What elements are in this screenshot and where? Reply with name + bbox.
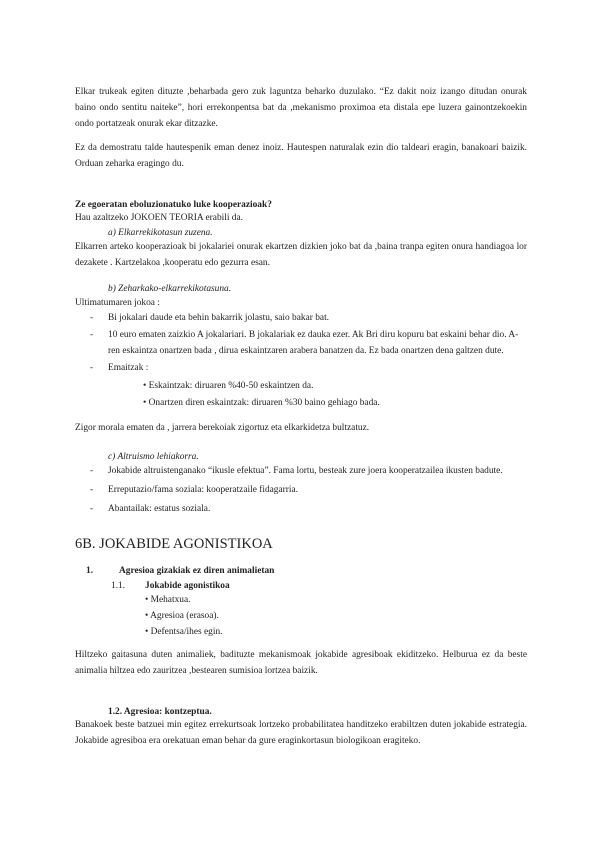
paragraph-moral-punishment: Zigor morala ematen da , jarrera berekoiak zigortuz eta elkarkidetza bultzatuz.	[75, 423, 370, 433]
section-title: 6B. JOKABIDE AGONISTIKOA	[75, 536, 273, 552]
list-item: • Eskaintzak: diruaren %40-50 eskaintzen da.	[143, 381, 314, 391]
section-1-title: Agresioa gizakiak ez diren animalietan	[119, 566, 275, 576]
list-item: • Onartzen diren eskaintzak: diruaren %30 baino gehiago bada.	[143, 398, 380, 408]
list-item: • Defentsa/ihes egin.	[145, 627, 223, 637]
subheading-b: b) Zeharkako-elkarrekikotasuna.	[108, 284, 232, 294]
paragraph-group-selection: Ez da demostratu talde hautespenik eman denez inoiz. Hautespen naturalak ezin dio taldeari eragin, banakoari baizik. Orduan zeharka eragingo du.	[75, 143, 527, 169]
subheading-c: c) Altruismo lehiakorra.	[108, 452, 199, 462]
list-item: - Emaitzak :	[90, 363, 149, 373]
section-1-1-number: 1.1.	[111, 581, 126, 591]
section-1-2-title: 1.2. Agresioa: kontzeptua.	[108, 707, 212, 717]
list-item: • Agresioa (erasoa).	[145, 611, 219, 621]
list-item: - 10 euro ematen zaizkio A jokalariari. B jokalariak ez dauka ezer. Ak Bri diru kopuru bat eskaini behar dio. A-ren eskaintza onartzen bada , dirua eskaintzaren arabera banatzen da. Ez bada onartzen dena galtzen dute.	[90, 330, 519, 356]
question-heading: Ze egoeratan eboluzionatuko luke kooperazioak?	[75, 200, 272, 210]
list-item: • Mehatxua.	[145, 595, 191, 605]
section-1-1-title: Jokabide agonistikoa	[145, 581, 230, 591]
paragraph-exchange: Elkar trukeak egiten dituzte ,beharbada gero zuk laguntza beharko duzulako. “Ez dakit noiz izango ditudan onurak baino ondo sentitu naiteke”, hori errekonpentsa bat da ,mekanismo proximoa eta distala epe luzera gainontzekoekin ondo portatzeak onurak ekar ditzazke.	[75, 87, 527, 129]
list-item: - Jokabide altruistenganako “ikusle efektua”. Fama lortu, besteak zure joera kooperatzailea ikusten badute.	[90, 466, 503, 476]
agonistic-list	[145, 592, 445, 640]
list-item: - Abantailak: estatus soziala.	[90, 504, 211, 514]
ultimatum-list	[90, 310, 528, 376]
altruism-list	[90, 463, 528, 517]
subheading-a: a) Elkarrekikotasun zuzena.	[108, 228, 213, 238]
paragraph-aggression-concept: Banakoek beste batzuei min egitez errekurtsoak lortzeko probabilitatea handitzeko erabiltzen duten jokabide estrategia. Jokabide agresiboa era orekatuan eman behar da gure eraginkortasun biologikoan eragiteko.	[75, 720, 527, 746]
results-list	[143, 378, 523, 411]
ultimatum-intro: Ultimatumaren jokoa :	[75, 298, 160, 308]
section-1-number: 1.	[86, 566, 94, 576]
list-item: - Erreputazio/fama soziala: kooperatzaile fidagarria.	[90, 485, 298, 495]
paragraph-direct-reciprocity: Elkarren arteko kooperazioak bi jokalariei onurak ekartzen dizkien joko bat da ,baina tranpa egiten onura handiagoa lor dezakete . Kartzelakoa ,kooperatu edo gezurra esan.	[75, 242, 527, 268]
game-theory-intro: Hau azaltzeko JOKOEN TEORIA erabili da.	[75, 213, 244, 223]
list-item: - Bi jokalari daude eta behin bakarrik jolastu, saio bakar bat.	[90, 313, 330, 323]
paragraph-killing-ability: Hiltzeko gaitasuna duten animaliek, badituzte mekanismoak jokabide agresiboak ekiditzeko. Helburua ez da beste animalia hiltzea edo zauritzea ,bestearen sumisioa lortzea baizik.	[75, 650, 527, 676]
